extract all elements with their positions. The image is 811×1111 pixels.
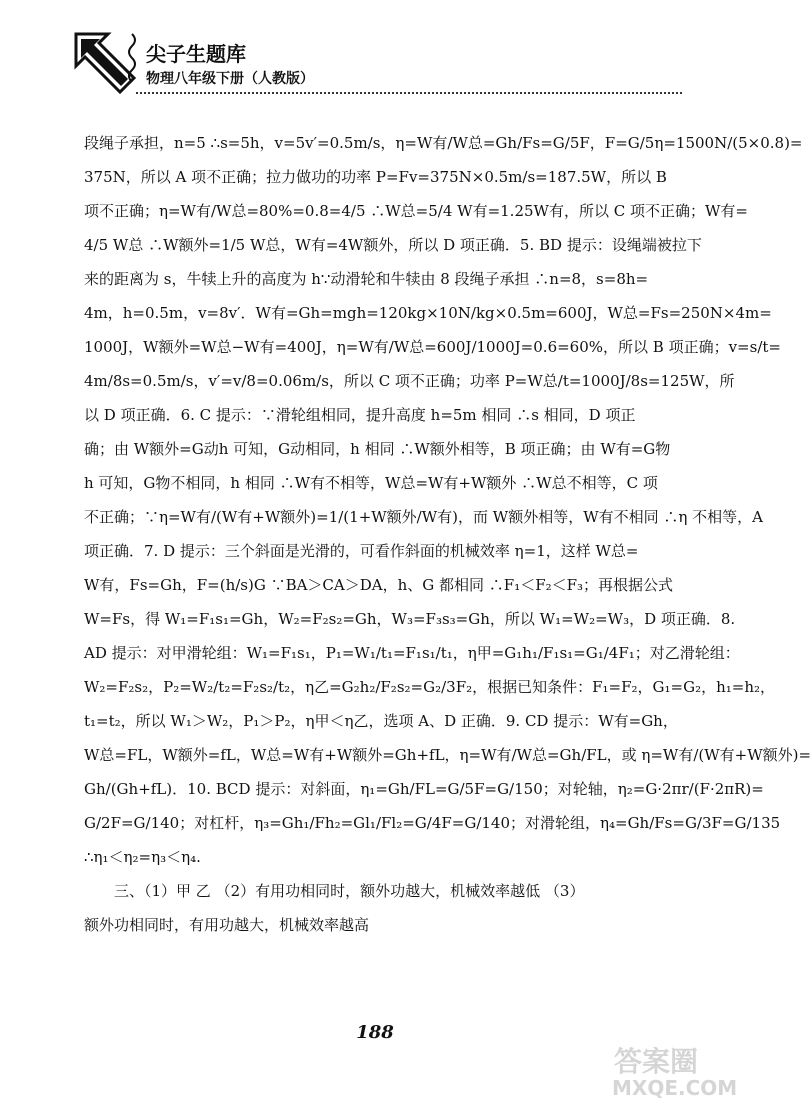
book-title: 物理八年级下册（人教版） xyxy=(146,71,314,87)
text-line: G/2F=G/140；对杠杆，η₃=Gh₁/Fh₂=Gl₁/Fl₂=G/4F=G/140；对滑轮组，η₄=Gh/Fs=G/3F=G/135 xyxy=(84,814,781,832)
text-line: 项正确．7. D 提示：三个斜面是光滑的，可看作斜面的机械效率 η=1，这样 W总= xyxy=(84,542,639,560)
text-line: h 可知，G物不相同，h 相同 ∴W有不相等，W总=W有+W额外 ∴W总不相等，C 项 xyxy=(84,474,658,492)
series-title: 尖子生题库 xyxy=(146,42,246,66)
text-line: 4/5 W总 ∴W额外=1/5 W总，W有=4W额外，所以 D 项正确．5. BD 提示：设绳端被拉下 xyxy=(84,236,702,254)
watermark-logo: 答案圈 xyxy=(614,1045,699,1078)
text-line: W=Fs，得 W₁=F₁s₁=Gh，W₂=F₂s₂=Gh，W₃=F₃s₃=Gh，所以 W₁=W₂=W₃，D 项正确．8. xyxy=(84,610,736,628)
arrow-logo-icon xyxy=(72,30,142,100)
text-line: 以 D 项正确．6. C 提示：∵滑轮组相同，提升高度 h=5m 相同 ∴s 相同，D 项正 xyxy=(84,406,636,424)
answer-text xyxy=(84,126,811,942)
watermark xyxy=(610,1040,745,1104)
header-divider xyxy=(136,92,682,94)
text-line: W有，Fs=Gh，F=(h/s)G ∵BA＞CA＞DA，h、G 都相同 ∴F₁＜F₂＜F₃；再根据公式 xyxy=(84,576,674,594)
text-line: AD 提示：对甲滑轮组：W₁=F₁s₁，P₁=W₁/t₁=F₁s₁/t₁，η甲=G₁h₁/F₁s₁=G₁/4F₁；对乙滑轮组： xyxy=(84,644,740,662)
text-line: 项不正确；η=W有/W总=80%=0.8=4/5 ∴W总=5/4 W有=1.25W有，所以 C 项不正确；W有= xyxy=(84,202,748,220)
text-line: 确；由 W额外=G动h 可知，G动相同，h 相同 ∴W额外相等，B 项正确；由 W有=G物 xyxy=(84,440,671,458)
text-line: Gh/(Gh+fL)．10. BCD 提示：对斜面，η₁=Gh/FL=G/5F=G/150；对轮轴，η₂=G·2πr/(F·2πR)= xyxy=(84,780,764,798)
page-number: 188 xyxy=(356,1022,394,1043)
text-line: 段绳子承担，n=5 ∴s=5h，v=5v′=0.5m/s，η=W有/W总=Gh/Fs=G/5F，F=G/5η=1500N/(5×0.8)= xyxy=(84,134,803,152)
text-line: W总=FL，W额外=fL，W总=W有+W额外=Gh+fL，η=W有/W总=Gh/FL，或 η=W有/(W有+W额外)= xyxy=(84,746,811,764)
text-line: 4m/8s=0.5m/s，v′=v/8=0.06m/s，所以 C 项不正确；功率 P=W总/t=1000J/8s=125W，所 xyxy=(84,372,735,390)
page-header xyxy=(72,30,682,100)
section-3-line-1: 三、（1）甲 乙 （2）有用功相同时，额外功越大，机械效率越低 （3） xyxy=(114,882,585,900)
text-line: 1000J，W额外=W总−W有=400J，η=W有/W总=600J/1000J=0.6=60%，所以 B 项正确；v=s/t= xyxy=(84,338,781,356)
text-line: ∴η₁＜η₂=η₃＜η₄. xyxy=(84,848,201,866)
text-line: t₁=t₂，所以 W₁＞W₂，P₁＞P₂，η甲＜η乙，选项 A、D 正确．9. CD 提示：W有=Gh， xyxy=(84,712,678,730)
text-line: 4m，h=0.5m，v=8v′．W有=Gh=mgh=120kg×10N/kg×0.5m=600J，W总=Fs=250N×4m= xyxy=(84,304,772,322)
text-line: W₂=F₂s₂，P₂=W₂/t₂=F₂s₂/t₂，η乙=G₂h₂/F₂s₂=G₂/3F₂，根据已知条件：F₁=F₂，G₁=G₂，h₁=h₂， xyxy=(84,678,776,696)
section-3-line-2: 额外功相同时，有用功越大，机械效率越高 xyxy=(84,916,370,934)
text-line: 375N，所以 A 项不正确；拉力做功的功率 P=Fv=375N×0.5m/s=187.5W，所以 B xyxy=(84,168,667,186)
watermark-url: MXQE.COM xyxy=(612,1076,738,1100)
text-line: 来的距离为 s，牛犊上升的高度为 h∵动滑轮和牛犊由 8 段绳子承担 ∴n=8，s=8h= xyxy=(84,270,649,288)
text-line: 不正确；∵η=W有/(W有+W额外)=1/(1+W额外/W有)，而 W额外相等，W有不相同 ∴η 不相等，A xyxy=(84,508,763,526)
